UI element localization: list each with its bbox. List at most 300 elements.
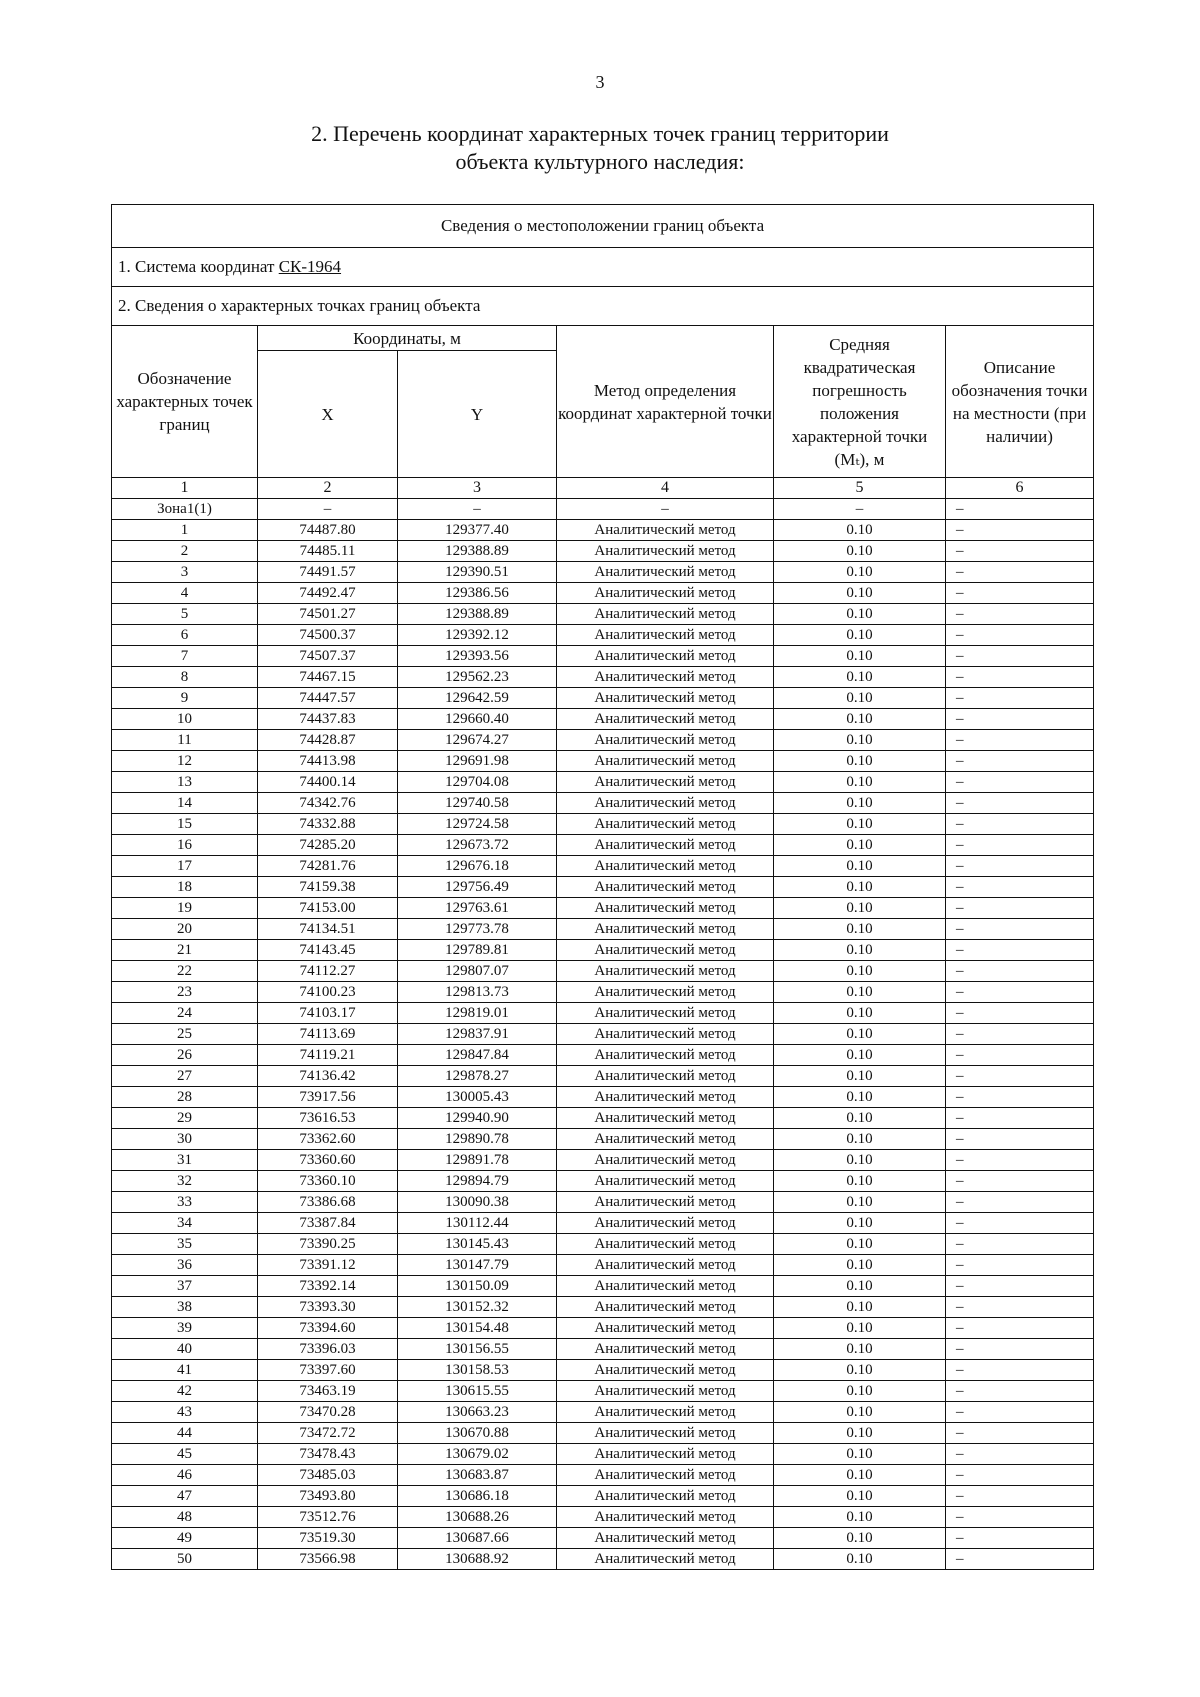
description-cell: –: [946, 1507, 1094, 1528]
x-coordinate-cell: 74342.76: [258, 793, 398, 814]
point-id-cell: 13: [112, 772, 258, 793]
description-cell: –: [946, 541, 1094, 562]
method-cell: Аналитический метод: [557, 1234, 774, 1255]
error-cell: 0.10: [774, 1276, 946, 1297]
y-coordinate-cell: 129890.78: [398, 1129, 557, 1150]
description-cell: –: [946, 940, 1094, 961]
error-cell: 0.10: [774, 1465, 946, 1486]
error-cell: 0.10: [774, 604, 946, 625]
method-cell: Аналитический метод: [557, 1465, 774, 1486]
method-cell: Аналитический метод: [557, 1507, 774, 1528]
description-cell: –: [946, 856, 1094, 877]
header-x: X: [258, 351, 398, 478]
method-cell: Аналитический метод: [557, 667, 774, 688]
description-cell: –: [946, 814, 1094, 835]
description-cell: –: [946, 1045, 1094, 1066]
document-title: [0, 120, 1200, 176]
zone-cell: –: [557, 499, 774, 520]
point-id-cell: 40: [112, 1339, 258, 1360]
table-row: [112, 583, 1094, 604]
x-coordinate-cell: 74159.38: [258, 877, 398, 898]
error-cell: 0.10: [774, 1339, 946, 1360]
description-cell: –: [946, 1192, 1094, 1213]
y-coordinate-cell: 130615.55: [398, 1381, 557, 1402]
y-coordinate-cell: 130688.92: [398, 1549, 557, 1570]
error-cell: 0.10: [774, 1171, 946, 1192]
method-cell: Аналитический метод: [557, 1423, 774, 1444]
x-coordinate-cell: 73917.56: [258, 1087, 398, 1108]
table-row: [112, 562, 1094, 583]
table-row: [112, 919, 1094, 940]
table-row: [112, 856, 1094, 877]
y-coordinate-cell: 130150.09: [398, 1276, 557, 1297]
table-row: [112, 625, 1094, 646]
x-coordinate-cell: 74447.57: [258, 688, 398, 709]
x-coordinate-cell: 74485.11: [258, 541, 398, 562]
method-cell: Аналитический метод: [557, 1276, 774, 1297]
point-id-cell: 39: [112, 1318, 258, 1339]
y-coordinate-cell: 130686.18: [398, 1486, 557, 1507]
table-row: [112, 1129, 1094, 1150]
x-coordinate-cell: 74437.83: [258, 709, 398, 730]
point-id-cell: 32: [112, 1171, 258, 1192]
point-id-cell: 28: [112, 1087, 258, 1108]
table-row: [112, 1108, 1094, 1129]
point-id-cell: 14: [112, 793, 258, 814]
x-coordinate-cell: 73386.68: [258, 1192, 398, 1213]
error-cell: 0.10: [774, 1003, 946, 1024]
table-banner: Сведения о местоположении границ объекта: [112, 205, 1094, 248]
description-cell: –: [946, 1444, 1094, 1465]
y-coordinate-cell: 129704.08: [398, 772, 557, 793]
zone-cell: –: [398, 499, 557, 520]
method-cell: Аналитический метод: [557, 1024, 774, 1045]
error-cell: 0.10: [774, 1360, 946, 1381]
point-id-cell: 11: [112, 730, 258, 751]
description-cell: –: [946, 1255, 1094, 1276]
table-row: [112, 604, 1094, 625]
error-cell: 0.10: [774, 898, 946, 919]
table-row: [112, 688, 1094, 709]
method-cell: Аналитический метод: [557, 709, 774, 730]
error-cell: 0.10: [774, 1108, 946, 1129]
description-cell: –: [946, 898, 1094, 919]
y-coordinate-cell: 129642.59: [398, 688, 557, 709]
point-id-cell: 50: [112, 1549, 258, 1570]
error-cell: 0.10: [774, 919, 946, 940]
description-cell: –: [946, 1024, 1094, 1045]
error-cell: 0.10: [774, 688, 946, 709]
x-coordinate-cell: 74143.45: [258, 940, 398, 961]
point-id-cell: 26: [112, 1045, 258, 1066]
table-row: [112, 982, 1094, 1003]
x-coordinate-cell: 73362.60: [258, 1129, 398, 1150]
x-coordinate-cell: 73478.43: [258, 1444, 398, 1465]
coordinates-table: [111, 204, 1094, 1570]
table-row: [112, 667, 1094, 688]
error-cell: 0.10: [774, 793, 946, 814]
x-coordinate-cell: 73360.10: [258, 1171, 398, 1192]
table-row: [112, 1444, 1094, 1465]
method-cell: Аналитический метод: [557, 898, 774, 919]
y-coordinate-cell: 129673.72: [398, 835, 557, 856]
y-coordinate-cell: 129388.89: [398, 604, 557, 625]
description-cell: –: [946, 961, 1094, 982]
method-cell: Аналитический метод: [557, 541, 774, 562]
zone-cell: –: [774, 499, 946, 520]
x-coordinate-cell: 73387.84: [258, 1213, 398, 1234]
method-cell: Аналитический метод: [557, 751, 774, 772]
error-cell: 0.10: [774, 1528, 946, 1549]
point-id-cell: 34: [112, 1213, 258, 1234]
point-id-cell: 27: [112, 1066, 258, 1087]
method-cell: Аналитический метод: [557, 1444, 774, 1465]
method-cell: Аналитический метод: [557, 730, 774, 751]
error-cell: 0.10: [774, 1192, 946, 1213]
error-cell: 0.10: [774, 667, 946, 688]
y-coordinate-cell: 129819.01: [398, 1003, 557, 1024]
error-cell: 0.10: [774, 1507, 946, 1528]
y-coordinate-cell: 130679.02: [398, 1444, 557, 1465]
x-coordinate-cell: 74507.37: [258, 646, 398, 667]
y-coordinate-cell: 130158.53: [398, 1360, 557, 1381]
description-cell: –: [946, 1402, 1094, 1423]
table-row: [112, 1192, 1094, 1213]
table-row: [112, 646, 1094, 667]
y-coordinate-cell: 129773.78: [398, 919, 557, 940]
table-row: [112, 793, 1094, 814]
table-row: [112, 1024, 1094, 1045]
method-cell: Аналитический метод: [557, 1528, 774, 1549]
point-id-cell: 16: [112, 835, 258, 856]
x-coordinate-cell: 74285.20: [258, 835, 398, 856]
description-cell: –: [946, 835, 1094, 856]
method-cell: Аналитический метод: [557, 1549, 774, 1570]
description-cell: –: [946, 919, 1094, 940]
description-cell: –: [946, 1129, 1094, 1150]
y-coordinate-cell: 129847.84: [398, 1045, 557, 1066]
x-coordinate-cell: 73394.60: [258, 1318, 398, 1339]
table-row: [112, 1402, 1094, 1423]
y-coordinate-cell: 130152.32: [398, 1297, 557, 1318]
point-id-cell: 29: [112, 1108, 258, 1129]
point-id-cell: 46: [112, 1465, 258, 1486]
y-coordinate-cell: 129724.58: [398, 814, 557, 835]
method-cell: Аналитический метод: [557, 835, 774, 856]
x-coordinate-cell: 73360.60: [258, 1150, 398, 1171]
point-id-cell: 48: [112, 1507, 258, 1528]
table-row: [112, 751, 1094, 772]
y-coordinate-cell: 129390.51: [398, 562, 557, 583]
y-coordinate-cell: 130154.48: [398, 1318, 557, 1339]
table-row: [112, 1234, 1094, 1255]
x-coordinate-cell: 74103.17: [258, 1003, 398, 1024]
x-coordinate-cell: 74492.47: [258, 583, 398, 604]
description-cell: –: [946, 1150, 1094, 1171]
page-number: 3: [595, 72, 605, 92]
y-coordinate-cell: 130005.43: [398, 1087, 557, 1108]
method-cell: Аналитический метод: [557, 688, 774, 709]
method-cell: Аналитический метод: [557, 1360, 774, 1381]
description-cell: –: [946, 1465, 1094, 1486]
table-body: [112, 499, 1094, 1570]
x-coordinate-cell: 74491.57: [258, 562, 398, 583]
table-row: [112, 1276, 1094, 1297]
method-cell: Аналитический метод: [557, 793, 774, 814]
method-cell: Аналитический метод: [557, 1381, 774, 1402]
x-coordinate-cell: 73396.03: [258, 1339, 398, 1360]
description-cell: –: [946, 1549, 1094, 1570]
column-number: 4: [557, 478, 774, 499]
method-cell: Аналитический метод: [557, 1066, 774, 1087]
header-error: Средняя квадратическая погрешность положения характерной точки (Mₜ), м: [774, 326, 946, 478]
column-number: 3: [398, 478, 557, 499]
method-cell: Аналитический метод: [557, 982, 774, 1003]
x-coordinate-cell: 74119.21: [258, 1045, 398, 1066]
point-id-cell: 47: [112, 1486, 258, 1507]
description-cell: –: [946, 730, 1094, 751]
table-row: [112, 541, 1094, 562]
header-method: Метод определения координат характерной точки: [557, 326, 774, 478]
method-cell: Аналитический метод: [557, 940, 774, 961]
method-cell: Аналитический метод: [557, 1255, 774, 1276]
point-id-cell: 6: [112, 625, 258, 646]
error-cell: 0.10: [774, 814, 946, 835]
point-id-cell: 24: [112, 1003, 258, 1024]
x-coordinate-cell: 74281.76: [258, 856, 398, 877]
method-cell: Аналитический метод: [557, 1402, 774, 1423]
y-coordinate-cell: 129813.73: [398, 982, 557, 1003]
description-cell: –: [946, 1108, 1094, 1129]
zone-cell: –: [258, 499, 398, 520]
table-row: [112, 1339, 1094, 1360]
point-id-cell: 21: [112, 940, 258, 961]
description-cell: –: [946, 1318, 1094, 1339]
point-id-cell: 10: [112, 709, 258, 730]
error-cell: 0.10: [774, 961, 946, 982]
table-row: [112, 877, 1094, 898]
point-id-cell: 25: [112, 1024, 258, 1045]
table-row: [112, 730, 1094, 751]
column-number: 2: [258, 478, 398, 499]
y-coordinate-cell: 130112.44: [398, 1213, 557, 1234]
method-cell: Аналитический метод: [557, 961, 774, 982]
x-coordinate-cell: 73616.53: [258, 1108, 398, 1129]
method-cell: Аналитический метод: [557, 583, 774, 604]
method-cell: Аналитический метод: [557, 772, 774, 793]
table-row: [112, 814, 1094, 835]
error-cell: 0.10: [774, 646, 946, 667]
y-coordinate-cell: 129878.27: [398, 1066, 557, 1087]
table-row: [112, 1255, 1094, 1276]
method-cell: Аналитический метод: [557, 1297, 774, 1318]
x-coordinate-cell: 73390.25: [258, 1234, 398, 1255]
header-description: Описание обозначения точки на местности (при наличии): [946, 326, 1094, 478]
table-row: [112, 1045, 1094, 1066]
y-coordinate-cell: 129756.49: [398, 877, 557, 898]
point-id-cell: 4: [112, 583, 258, 604]
x-coordinate-cell: 74413.98: [258, 751, 398, 772]
y-coordinate-cell: 129393.56: [398, 646, 557, 667]
description-cell: –: [946, 646, 1094, 667]
error-cell: 0.10: [774, 772, 946, 793]
x-coordinate-cell: 74428.87: [258, 730, 398, 751]
error-cell: 0.10: [774, 1297, 946, 1318]
y-coordinate-cell: 129837.91: [398, 1024, 557, 1045]
description-cell: –: [946, 604, 1094, 625]
error-cell: 0.10: [774, 625, 946, 646]
y-coordinate-cell: 129674.27: [398, 730, 557, 751]
method-cell: Аналитический метод: [557, 604, 774, 625]
header-point: Обозначение характерных точек границ: [112, 326, 258, 478]
description-cell: –: [946, 1234, 1094, 1255]
y-coordinate-cell: 129891.78: [398, 1150, 557, 1171]
description-cell: –: [946, 1003, 1094, 1024]
error-cell: 0.10: [774, 1234, 946, 1255]
table-row: [112, 1423, 1094, 1444]
zone-cell: –: [946, 499, 1094, 520]
table-row: [112, 1486, 1094, 1507]
method-cell: Аналитический метод: [557, 814, 774, 835]
point-id-cell: 44: [112, 1423, 258, 1444]
table-row: [112, 1507, 1094, 1528]
method-cell: Аналитический метод: [557, 1192, 774, 1213]
y-coordinate-cell: 129377.40: [398, 520, 557, 541]
table-row: [112, 709, 1094, 730]
point-id-cell: 23: [112, 982, 258, 1003]
point-id-cell: 9: [112, 688, 258, 709]
column-number: 5: [774, 478, 946, 499]
point-id-cell: 37: [112, 1276, 258, 1297]
error-cell: 0.10: [774, 856, 946, 877]
error-cell: 0.10: [774, 1129, 946, 1150]
point-id-cell: 18: [112, 877, 258, 898]
error-cell: 0.10: [774, 1213, 946, 1234]
column-number-row: [112, 478, 1094, 499]
x-coordinate-cell: 74100.23: [258, 982, 398, 1003]
method-cell: Аналитический метод: [557, 1486, 774, 1507]
description-cell: –: [946, 1087, 1094, 1108]
method-cell: Аналитический метод: [557, 919, 774, 940]
table-row: [112, 520, 1094, 541]
y-coordinate-cell: 130147.79: [398, 1255, 557, 1276]
error-cell: 0.10: [774, 730, 946, 751]
error-cell: 0.10: [774, 562, 946, 583]
y-coordinate-cell: 129660.40: [398, 709, 557, 730]
y-coordinate-cell: 129740.58: [398, 793, 557, 814]
error-cell: 0.10: [774, 877, 946, 898]
error-cell: 0.10: [774, 709, 946, 730]
error-cell: 0.10: [774, 520, 946, 541]
y-coordinate-cell: 130670.88: [398, 1423, 557, 1444]
error-cell: 0.10: [774, 751, 946, 772]
point-id-cell: 41: [112, 1360, 258, 1381]
point-id-cell: 2: [112, 541, 258, 562]
x-coordinate-cell: 74112.27: [258, 961, 398, 982]
method-cell: Аналитический метод: [557, 1150, 774, 1171]
error-cell: 0.10: [774, 1549, 946, 1570]
description-cell: –: [946, 625, 1094, 646]
y-coordinate-cell: 129940.90: [398, 1108, 557, 1129]
method-cell: Аналитический метод: [557, 877, 774, 898]
method-cell: Аналитический метод: [557, 1213, 774, 1234]
point-id-cell: 20: [112, 919, 258, 940]
error-cell: 0.10: [774, 1318, 946, 1339]
x-coordinate-cell: 74487.80: [258, 520, 398, 541]
points-section-row: 2. Сведения о характерных точках границ объекта: [112, 287, 1094, 326]
x-coordinate-cell: 74467.15: [258, 667, 398, 688]
error-cell: 0.10: [774, 835, 946, 856]
x-coordinate-cell: 73493.80: [258, 1486, 398, 1507]
description-cell: –: [946, 520, 1094, 541]
method-cell: Аналитический метод: [557, 856, 774, 877]
description-cell: –: [946, 751, 1094, 772]
x-coordinate-cell: 73391.12: [258, 1255, 398, 1276]
description-cell: –: [946, 583, 1094, 604]
column-number: 1: [112, 478, 258, 499]
description-cell: –: [946, 709, 1094, 730]
x-coordinate-cell: 73463.19: [258, 1381, 398, 1402]
error-cell: 0.10: [774, 1381, 946, 1402]
table-row: [112, 898, 1094, 919]
point-id-cell: 19: [112, 898, 258, 919]
table-row: [112, 1549, 1094, 1570]
y-coordinate-cell: 130663.23: [398, 1402, 557, 1423]
error-cell: 0.10: [774, 1486, 946, 1507]
error-cell: 0.10: [774, 1402, 946, 1423]
table-row: [112, 1318, 1094, 1339]
description-cell: –: [946, 1528, 1094, 1549]
point-id-cell: 3: [112, 562, 258, 583]
point-id-cell: 45: [112, 1444, 258, 1465]
x-coordinate-cell: 74400.14: [258, 772, 398, 793]
point-id-cell: 5: [112, 604, 258, 625]
x-coordinate-cell: 73392.14: [258, 1276, 398, 1297]
description-cell: –: [946, 1171, 1094, 1192]
column-number: 6: [946, 478, 1094, 499]
method-cell: Аналитический метод: [557, 1045, 774, 1066]
y-coordinate-cell: 130688.26: [398, 1507, 557, 1528]
description-cell: –: [946, 1423, 1094, 1444]
method-cell: Аналитический метод: [557, 1129, 774, 1150]
point-id-cell: 43: [112, 1402, 258, 1423]
y-coordinate-cell: 130156.55: [398, 1339, 557, 1360]
document-title-line-2: объекта культурного наследия:: [455, 149, 745, 174]
table-row: [112, 835, 1094, 856]
x-coordinate-cell: 73512.76: [258, 1507, 398, 1528]
description-cell: –: [946, 1381, 1094, 1402]
point-id-cell: 36: [112, 1255, 258, 1276]
document-title-line-1: 2. Перечень координат характерных точек границ территории: [311, 121, 889, 146]
description-cell: –: [946, 667, 1094, 688]
error-cell: 0.10: [774, 1255, 946, 1276]
y-coordinate-cell: 130090.38: [398, 1192, 557, 1213]
x-coordinate-cell: 74113.69: [258, 1024, 398, 1045]
table-row: [112, 1003, 1094, 1024]
table-row: [112, 1360, 1094, 1381]
y-coordinate-cell: 129562.23: [398, 667, 557, 688]
description-cell: –: [946, 1297, 1094, 1318]
x-coordinate-cell: 74136.42: [258, 1066, 398, 1087]
method-cell: Аналитический метод: [557, 520, 774, 541]
error-cell: 0.10: [774, 1066, 946, 1087]
description-cell: –: [946, 772, 1094, 793]
error-cell: 0.10: [774, 1087, 946, 1108]
coordinate-system-label: 1. Система координат: [118, 257, 279, 276]
table-row: [112, 1213, 1094, 1234]
point-id-cell: 31: [112, 1150, 258, 1171]
description-cell: –: [946, 1486, 1094, 1507]
